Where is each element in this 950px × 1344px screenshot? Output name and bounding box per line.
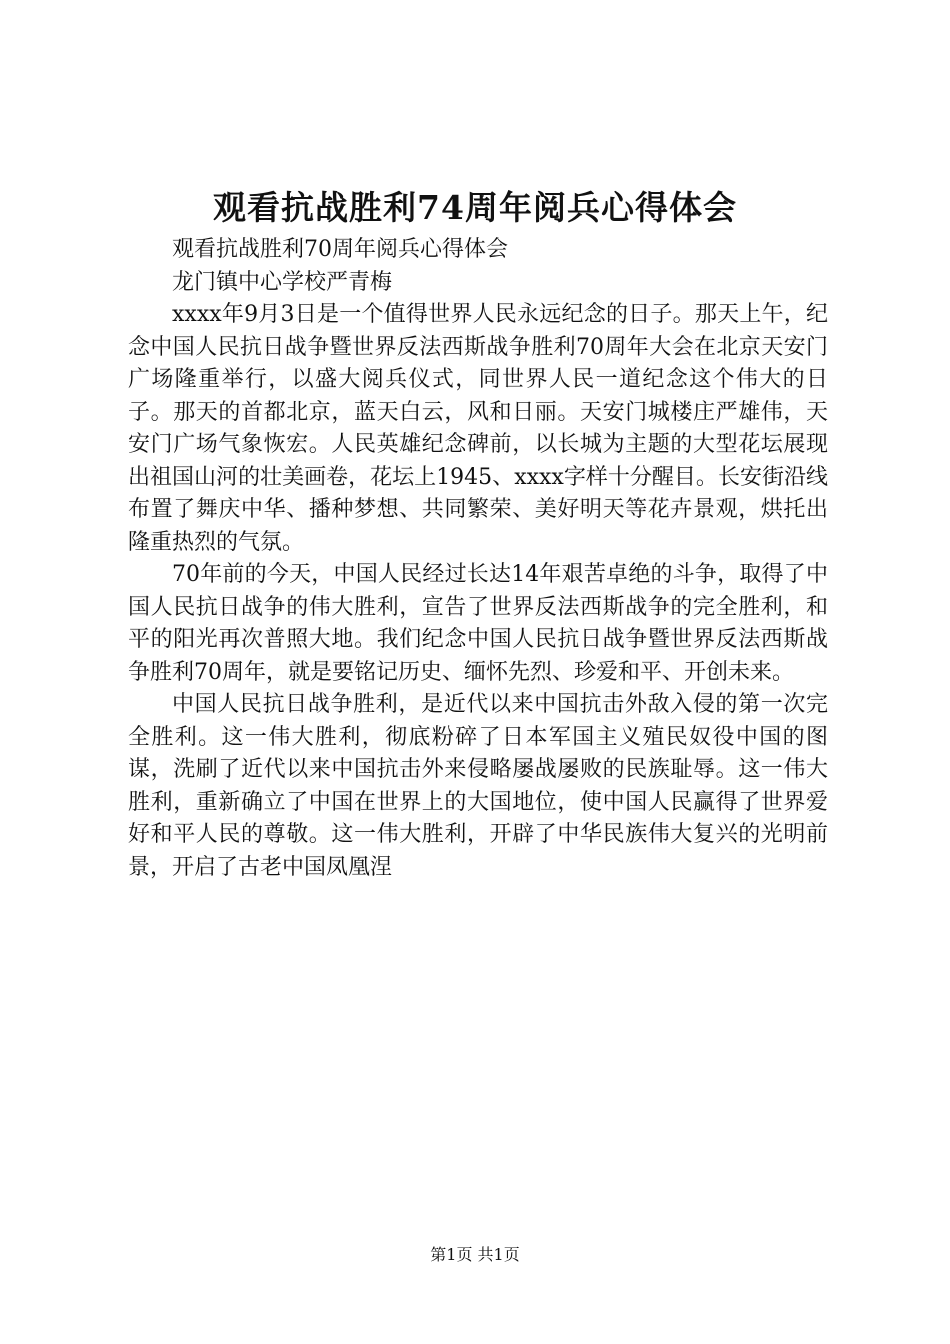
document-subtitle: 观看抗战胜利70周年阅兵心得体会 <box>172 237 508 262</box>
paragraph-3: 中国人民抗日战争胜利，是近代以来中国抗击外敌入侵的第一次完全胜利。这一伟大胜利，彻底粉碎了日本军国主义殖民奴役中国的图谋，洗刷了近代以来中国抗击外来侵略屡战屡败的民族耻辱。这一伟大胜利，重新确立了中国在世界上的大国地位，使中国人民赢得了世界爱好和平人民的尊敬。这一伟大胜利，开辟了中华民族伟大复兴的光明前景，开启了古老中国凤凰涅 <box>128 692 828 880</box>
paragraph-2: 70年前的今天，中国人民经过长达14年艰苦卓绝的斗争，取得了中国人民抗日战争的伟大胜利，宣告了世界反法西斯战争的完全胜利，和平的阳光再次普照大地。我们纪念中国人民抗日战争暨世界反法西斯战争胜利70周年，就是要铭记历史、缅怀先烈、珍爱和平、开创未来。 <box>128 562 828 685</box>
document-body <box>128 234 828 884</box>
document-author: 龙门镇中心学校严青梅 <box>172 269 393 295</box>
document-title: 观看抗战胜利74周年阅兵心得体会 <box>213 188 737 227</box>
page-number-footer: 第1页 共1页 <box>430 1245 520 1264</box>
paragraph-1: xxxx年9月3日是一个值得世界人民永远纪念的日子。那天上午，纪念中国人民抗日战争暨世界反法西斯战争胜利70周年大会在北京天安门广场隆重举行，以盛大阅兵仪式，同世界人民一道纪念这个伟大的日子。那天的首都北京，蓝天白云，风和日丽。天安门城楼庄严雄伟，天安门广场气象恢宏。人民英雄纪念碑前，以长城为主题的大型花坛展现出祖国山河的壮美画卷，花坛上1945、xxxx字样十分醒目。长安街沿线布置了舞庆中华、播种梦想、共同繁荣、美好明天等花卉景观，烘托出隆重热烈的气氛。 <box>128 302 828 555</box>
